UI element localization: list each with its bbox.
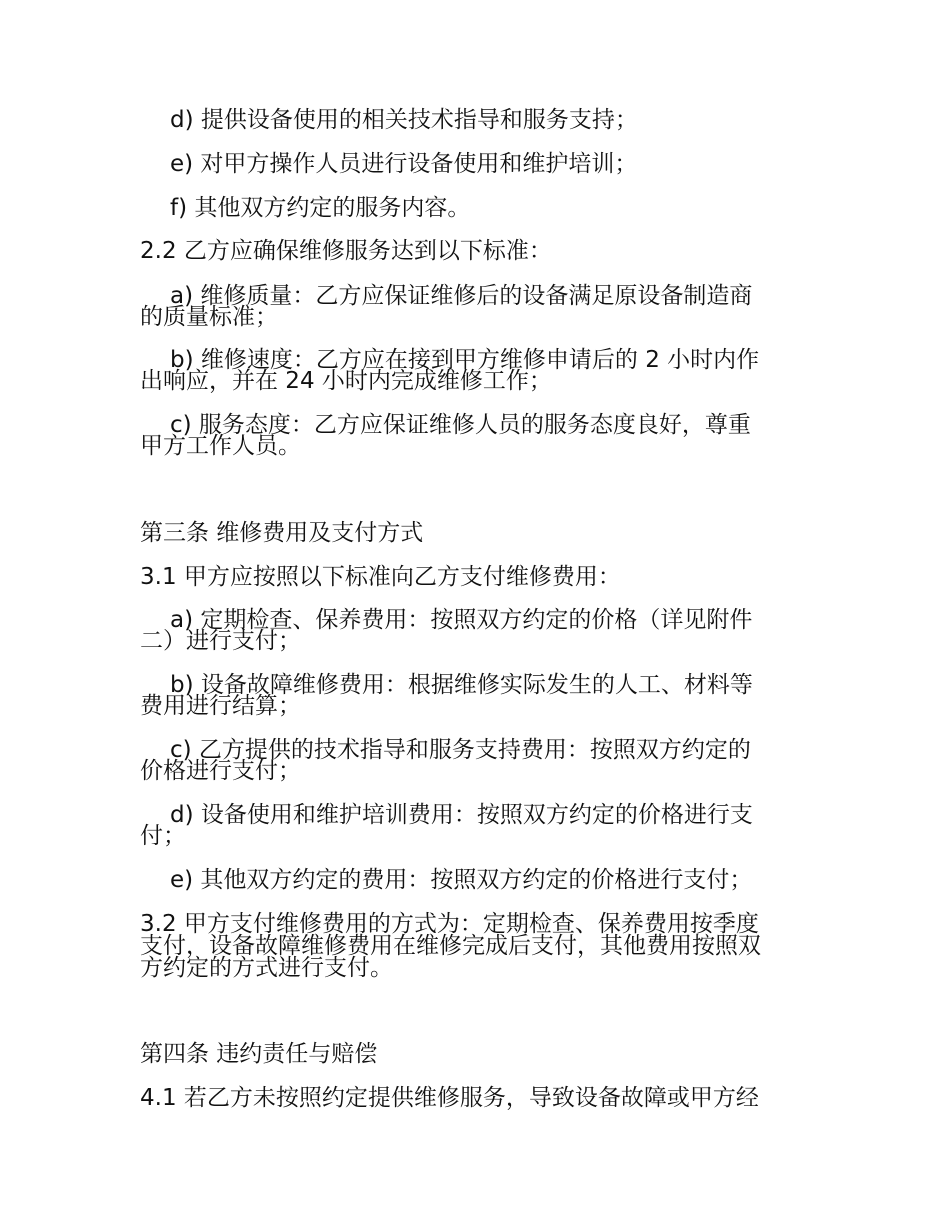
clause-2-2-a-line2: 的质量标准；	[140, 304, 278, 330]
clause-4-1: 4.1 若乙方未按照约定提供维修服务，导致设备故障或甲方经	[140, 1085, 759, 1111]
clause-3-1-e: e) 其他双方约定的费用：按照双方约定的价格进行支付；	[170, 867, 753, 893]
clause-2-2: 2.2 乙方应确保维修服务达到以下标准：	[140, 238, 552, 264]
article-3-heading: 第三条 维修费用及支付方式	[140, 520, 424, 546]
clause-3-1-c-line1: c) 乙方提供的技术指导和服务支持费用：按照双方约定的	[170, 737, 751, 763]
clause-2-1-f: f) 其他双方约定的服务内容。	[170, 195, 471, 221]
clause-2-2-a-line1: a) 维修质量：乙方应保证维修后的设备满足原设备制造商	[170, 283, 753, 309]
clause-2-2-b-line1: b) 维修速度：乙方应在接到甲方维修申请后的 2 小时内作	[170, 347, 760, 373]
clause-3-1-a-line2: 二）进行支付；	[140, 628, 301, 654]
article-4-heading: 第四条 违约责任与赔偿	[140, 1041, 378, 1067]
clause-2-1-e: e) 对甲方操作人员进行设备使用和维护培训；	[170, 151, 638, 177]
clause-3-1-b-line2: 费用进行结算；	[140, 693, 301, 719]
clause-3-1-d-line1: d) 设备使用和维护培训费用：按照双方约定的价格进行支	[170, 802, 753, 828]
clause-3-2-line1: 3.2 甲方支付维修费用的方式为：定期检查、保养费用按季度	[140, 911, 759, 937]
clause-3-2-line3: 方约定的方式进行支付。	[140, 955, 393, 981]
clause-3-1: 3.1 甲方应按照以下标准向乙方支付维修费用：	[140, 564, 621, 590]
clause-2-2-b-line2: 出响应，并在 24 小时内完成维修工作；	[140, 368, 552, 394]
clause-2-1-d: d) 提供设备使用的相关技术指导和服务支持；	[170, 107, 638, 133]
clause-3-2-line2: 支付，设备故障维修费用在维修完成后支付，其他费用按照双	[140, 933, 761, 959]
clause-2-2-c-line1: c) 服务态度：乙方应保证维修人员的服务态度良好，尊重	[170, 412, 751, 438]
clause-3-1-c-line2: 价格进行支付；	[140, 758, 301, 784]
clause-2-2-c-line2: 甲方工作人员。	[140, 433, 301, 459]
clause-3-1-d-line2: 付；	[140, 823, 186, 849]
clause-3-1-b-line1: b) 设备故障维修费用：根据维修实际发生的人工、材料等	[170, 672, 753, 698]
clause-3-1-a-line1: a) 定期检查、保养费用：按照双方约定的价格（详见附件	[170, 607, 753, 633]
